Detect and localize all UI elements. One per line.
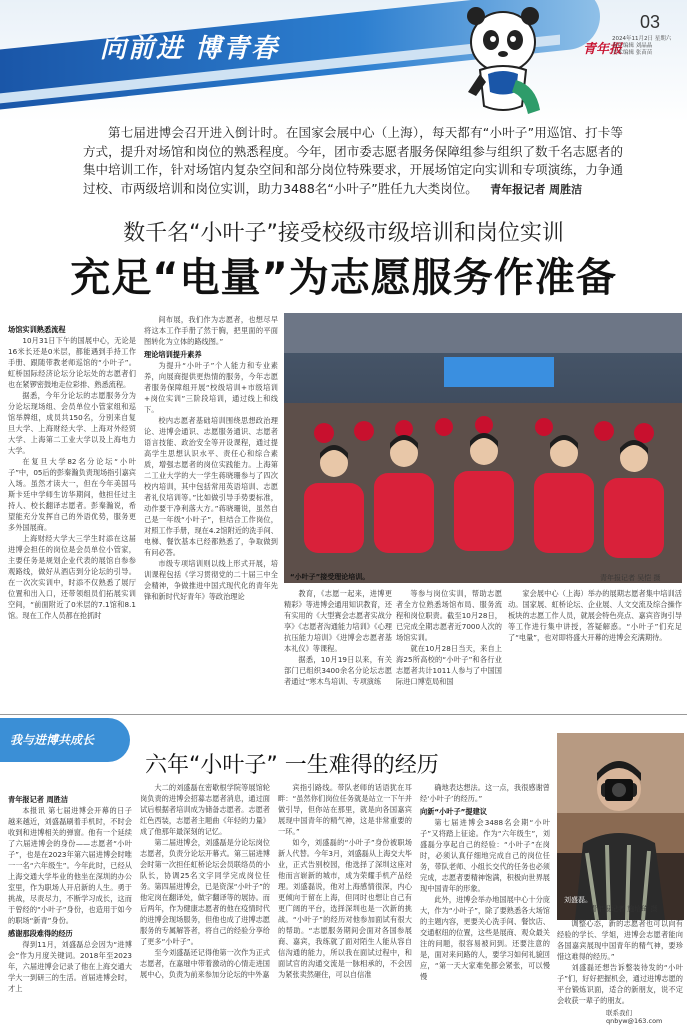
article-headline: 充足“电量”为志愿服务作准备 [70,255,617,301]
paragraph: 调整心态，新的志愿者也可以向有经验的学长、学姐，进博会志愿者能向各国嘉宾展现中国青年的精气神，要珍惜这难得的经历。” [557,919,683,961]
article2-column-5 [557,918,683,1004]
article1-column-4 [396,588,502,708]
section-divider [0,714,687,715]
issue-meta [612,36,671,57]
paragraph: 第二届进博会，刘盛磊是分论坛岗位志愿者，负责分论坛开幕式。第三届进博会时第一次担任虹桥论坛会员联络员的小队长，协调25名文字同学完成岗位任务。第四届进博会，已是资深“小叶子”的他定岗在翻译处，做字翻译等的展协。而后两年，作为健康志愿者的他在疫情时代的进博会现场服务，但他也成了进博志愿服务的专属解答者，将自己的经验分享给了更多“小叶子”。 [140,838,270,946]
art-editor: 美术编辑 张苗苗 [612,50,653,56]
lead-paragraph [83,124,623,199]
paragraph: 上海财经大学大三学生时添在这届进博会担任的岗位是会员单位小管家，主要任务是规划企业代表的展馆自参参观路线，做好从酒店到分论坛的引导。在一次次实训中，时添不仅熟悉了展厅位置和出入口，还带领组员们拓展实训空间，“前面附近了0米层的7.1馆和8.1馆。现在工作人员都在抢抓时 [8,534,136,620]
paragraph: 校内志愿者基础培训围绕思想政治理论、进博会通识、志愿服务通识、志愿者语言技能、政治安全等开设课程，通过提高学生思想认识水平、责任心和综合素质，增强志愿者的岗位实践能力。上海第二工业大学的大一学生蒋晓珊参与了四次校内培训，其中包括常用英语培训、志愿者礼仪培训等。”比如做引导手势要标准，动作要干净利落大方。”蒋晓珊说，虽然自己是一年级“小叶子”，但结合工作岗位，对照工作手册，现在4.2馆附近的洗手间、电梯、餐饮基本已经都熟悉了，争取做到有问必答。 [144,416,278,557]
portrait-photo [557,733,684,920]
paragraph: 据悉，今年分论坛的志愿服务分为分论坛现场组、会员单位小管家组和巡馆举牌组，成员共150名，分别来自复旦大学、上海财经大学、上海对外经贸大学、上海第二工业大学以及上海电力大学。 [8,391,136,455]
article2-column-2 [140,782,270,1004]
section-subheading: 场馆实训熟悉流程 [8,325,66,334]
article2-column-4 [420,782,550,1004]
section-subheading: 理论培训提升素养 [144,350,202,359]
paragraph: 第七届进博会3488名会期“小叶子”又将踏上征途。作为“六年级生”，刘盛磊分享起自己的经验：“小叶子”在岗时，必须认真仔细地完成自己的岗位任务，带队老师、小组长交代的任务也必须完成，志愿者要精神饱满，积极向世界展现中国青年的形象。 [420,818,550,893]
page-number: 03 [640,12,661,32]
paragraph: 就在10月28日当天，来自上海25所高校的“小叶子”和各行业志愿者共计1011人参与了中国国际进口博览局和国 [396,644,502,686]
page-banner [0,0,687,122]
volunteer-portrait-image [557,733,684,920]
photo1-caption: “小叶子”接受理论培训。 [290,573,370,581]
paragraph: 刘盛磊还想告诉整装待发的“小叶子”们，好好把握机会，通过进博志愿的平台锻炼识面，适合的新朋友，说不定会收获一辈子的朋友。 [557,963,683,1004]
paragraph: 家会展中心（上海）举办的展期志愿者集中培训活动。国家展、虹桥论坛、企业展、人文交流及综合操作板块的志愿工作人员，就展会特色亮点、嘉宾咨询引导等工作进行集中讲授，答疑解惑。“小叶子”们充足了“电量”，也对即将盛大开幕的进博会充满期待。 [508,589,682,642]
article2-headline: 六年“小叶子” 一生难得的经历 [145,753,439,778]
paragraph: 等参与岗位实训，帮助志愿者全方位熟悉场馆布局、服务流程和岗位职责。截至10月28日，已完成全期志愿者近7000人次的场馆实训。 [396,589,502,642]
photo1-credit: 青年报记者 吴恺 摄 [600,574,661,582]
paragraph: 如今，刘盛磊的“小叶子”身份被职场新人代替。今年3月，刘盛磊从上海交大毕业，正式告别校园，他选择了深圳这座对他而言崭新的城市，成为荣耀手机产品经理。刘盛磊说，他对上海感情很深，内心更倾向于留在上海，但同时也想让自己有更广阔的平台，选择深圳也是一次新的挑战。“小叶子”的经历对他参加面试有很大的帮助。“志愿服务期间会面对各国参展商、嘉宾，我练就了面对陌生人能从容自信沟通的能力，所以我在面试过程中，和面试官的沟通交流是一脉相承的，不会因为紧张卖然砸住，可以自信准 [278,838,412,979]
training-photo [284,313,682,583]
masthead-logo: 青年报 [583,42,623,57]
article1-column-3 [284,588,392,708]
paragraph: 市级专项培训则以线上形式开展，培训课程包括《学习贯彻党的二十届三中全会精神，争做推进中国式现代化的青年先锋和新时代好青年》等政治理论 [144,559,278,601]
paragraph: 教育，《志愿一起来，进博更精彩》等进博会通用知识教育，还有实用的《大型赛会志愿者实战分享》《志愿者沟通能力培训》《心理抗压能力培训》《进博会志愿者基本礼仪》等课程。 [284,589,392,653]
paragraph: 宾指引路线。带队老师的话语犹在耳畔：“虽然你们岗位任务就是站立一下午并做引导，但你站在那里，就是向各国嘉宾展现中国青年的精气神，这是非常重要的一环。” [278,783,412,836]
lead-text: 第七届进博会召开进入倒计时。在国家会展中心（上海），每天都有“小叶子”用巡馆、打卡等方式，提升对场馆和岗位的熟悉程度。今年，团市委志愿者服务保障组参与组织了数千名志愿者的集中培训工作，针对场馆内复杂空间和部分岗位特殊要求，开展场馆定向实训和专项演练，力争通过校、市两级培训和岗位实训，助力3488名“小叶子”胜任九大类岗位。 [83,125,623,196]
paragraph: 确地表达想法。这一点，我很感谢曾经‘小叶子’的经历。” [420,783,550,803]
article1-column-5 [508,588,682,708]
paragraph: 为提升“小叶子”个人能力和专业素养，向展商提供更热情的服务，今年志愿者服务保障组开展“校级培训+市级培训+岗位实训”三阶段培训，通过线上和线下。 [144,361,278,414]
lead-byline: 青年报记者 周胜洁 [490,182,583,196]
banner-slogan: 向前进 博青春 [100,34,280,64]
photo2-credit: 青年报记者 施培琦 摄 [590,905,658,913]
paragraph: 得到11月，刘盛磊总会因为“进博会”作为月度关键词。2018年至2023年，六届进博会记录了他在上海交通大学大一到研三的生活。首届进博会时，才上 [8,940,132,993]
paragraph: 据悉，10月19日以来，有关部门已组织3400余名分论坛志愿者通过“寒木鸟培训、专项演练 [284,655,392,686]
footer-contact: 联系我们 qnbyw@163.com [606,1009,663,1025]
paragraph: 大二的刘盛磊在密歇根学院等展馆轮岗负责的进博会招募志愿者消息，通过面试后根据者培训成为储备志愿者。志愿者红色西装，志愿者主题曲《年轻的力量》成了他那年最深刻的记忆。 [140,783,270,836]
paragraph: 至今刘盛磊还记得他第一次作为正式志愿者，在嘉璀中带着激动的心情走进国展中心，负责为前来参加分论坛的中外嘉 [140,948,270,979]
volunteer-training-image [284,313,682,583]
panda-mascot-icon [458,2,548,120]
article1-column-2 [144,314,278,710]
paragraph: 10月31日下午的国展中心，无论是16米长还是0米层，都能遇到手持工作手册、跟随带教老师巡馆的“小叶子”。虹桥国际经济论坛分论坛处的志愿者们也在紧锣密鼓地走位彩排、熟悉流程。 [8,336,136,389]
paragraph: 在复旦大学82名分论坛“小叶子”中，05后的彭秦瀚负责现场指引嘉宾入场。虽然才读大一，但在今年美国马斯卡廷中学师生访华期间，他担任过主持人、校长翻译志愿者。彭秦瀚说，希望能充分发挥自己的外语优势，服务更多外国展商。 [8,457,136,532]
column-tag [0,718,130,762]
paragraph: 间布展，我们作为志愿者，也想尽早将这本工作手册了然于胸，把里面的平面图转化为立体的路线图。” [144,315,278,346]
column-tag-label: 我与进博共成长 [10,733,95,747]
chief-editor: 责任编辑 刘晶晶 [612,43,653,49]
article2-column-3 [278,782,412,1004]
photo2-caption: 刘盛磊。 [564,896,592,904]
paragraph: 本报讯 第七届进博会开幕的日子越来越近，刘盛磊刷着手机时，不时会收到和进博相关的弹窗。他有一个延续了六届进博会的身份——志愿者“小叶子”，也是在2023年第六届进博会时唯一一名“六年级生”。今年此时，已经从上海交通大学毕业的他坐在深圳的办公室里，作为职场人开启新的人生。勇于挑战，尽责尽力，不断学习成长，这而于曾经的“小叶子”身份，也造用于如今的职场“新青”身份。 [8,806,132,925]
issue-date: 2024年11月2日 星期六 [612,36,672,42]
section-subheading: 青年报记者 周胜洁 [8,795,69,804]
article1-column-1 [8,322,136,710]
section-subheading: 感谢那段难得的经历 [8,929,73,938]
paragraph: 此外，进博会举办地国展中心十分庞大，作为“小叶子”，除了要熟悉各大场馆的主题内容，更要关心洗手间、餐饮店、交通枢纽的位置，这些是展商、观众最关注的问题，很容易被问到。还要注意的是，面对来问路的人，要学习如何礼貌回应，“第一天大家难免都会紧张，可以慢慢 [420,895,550,981]
article-subheadline: 数千名“小叶子”接受校级市级培训和岗位实训 [123,221,564,246]
section-subheading: 向新“小叶子”提建议 [420,807,487,816]
article2-column-1 [8,792,132,1004]
